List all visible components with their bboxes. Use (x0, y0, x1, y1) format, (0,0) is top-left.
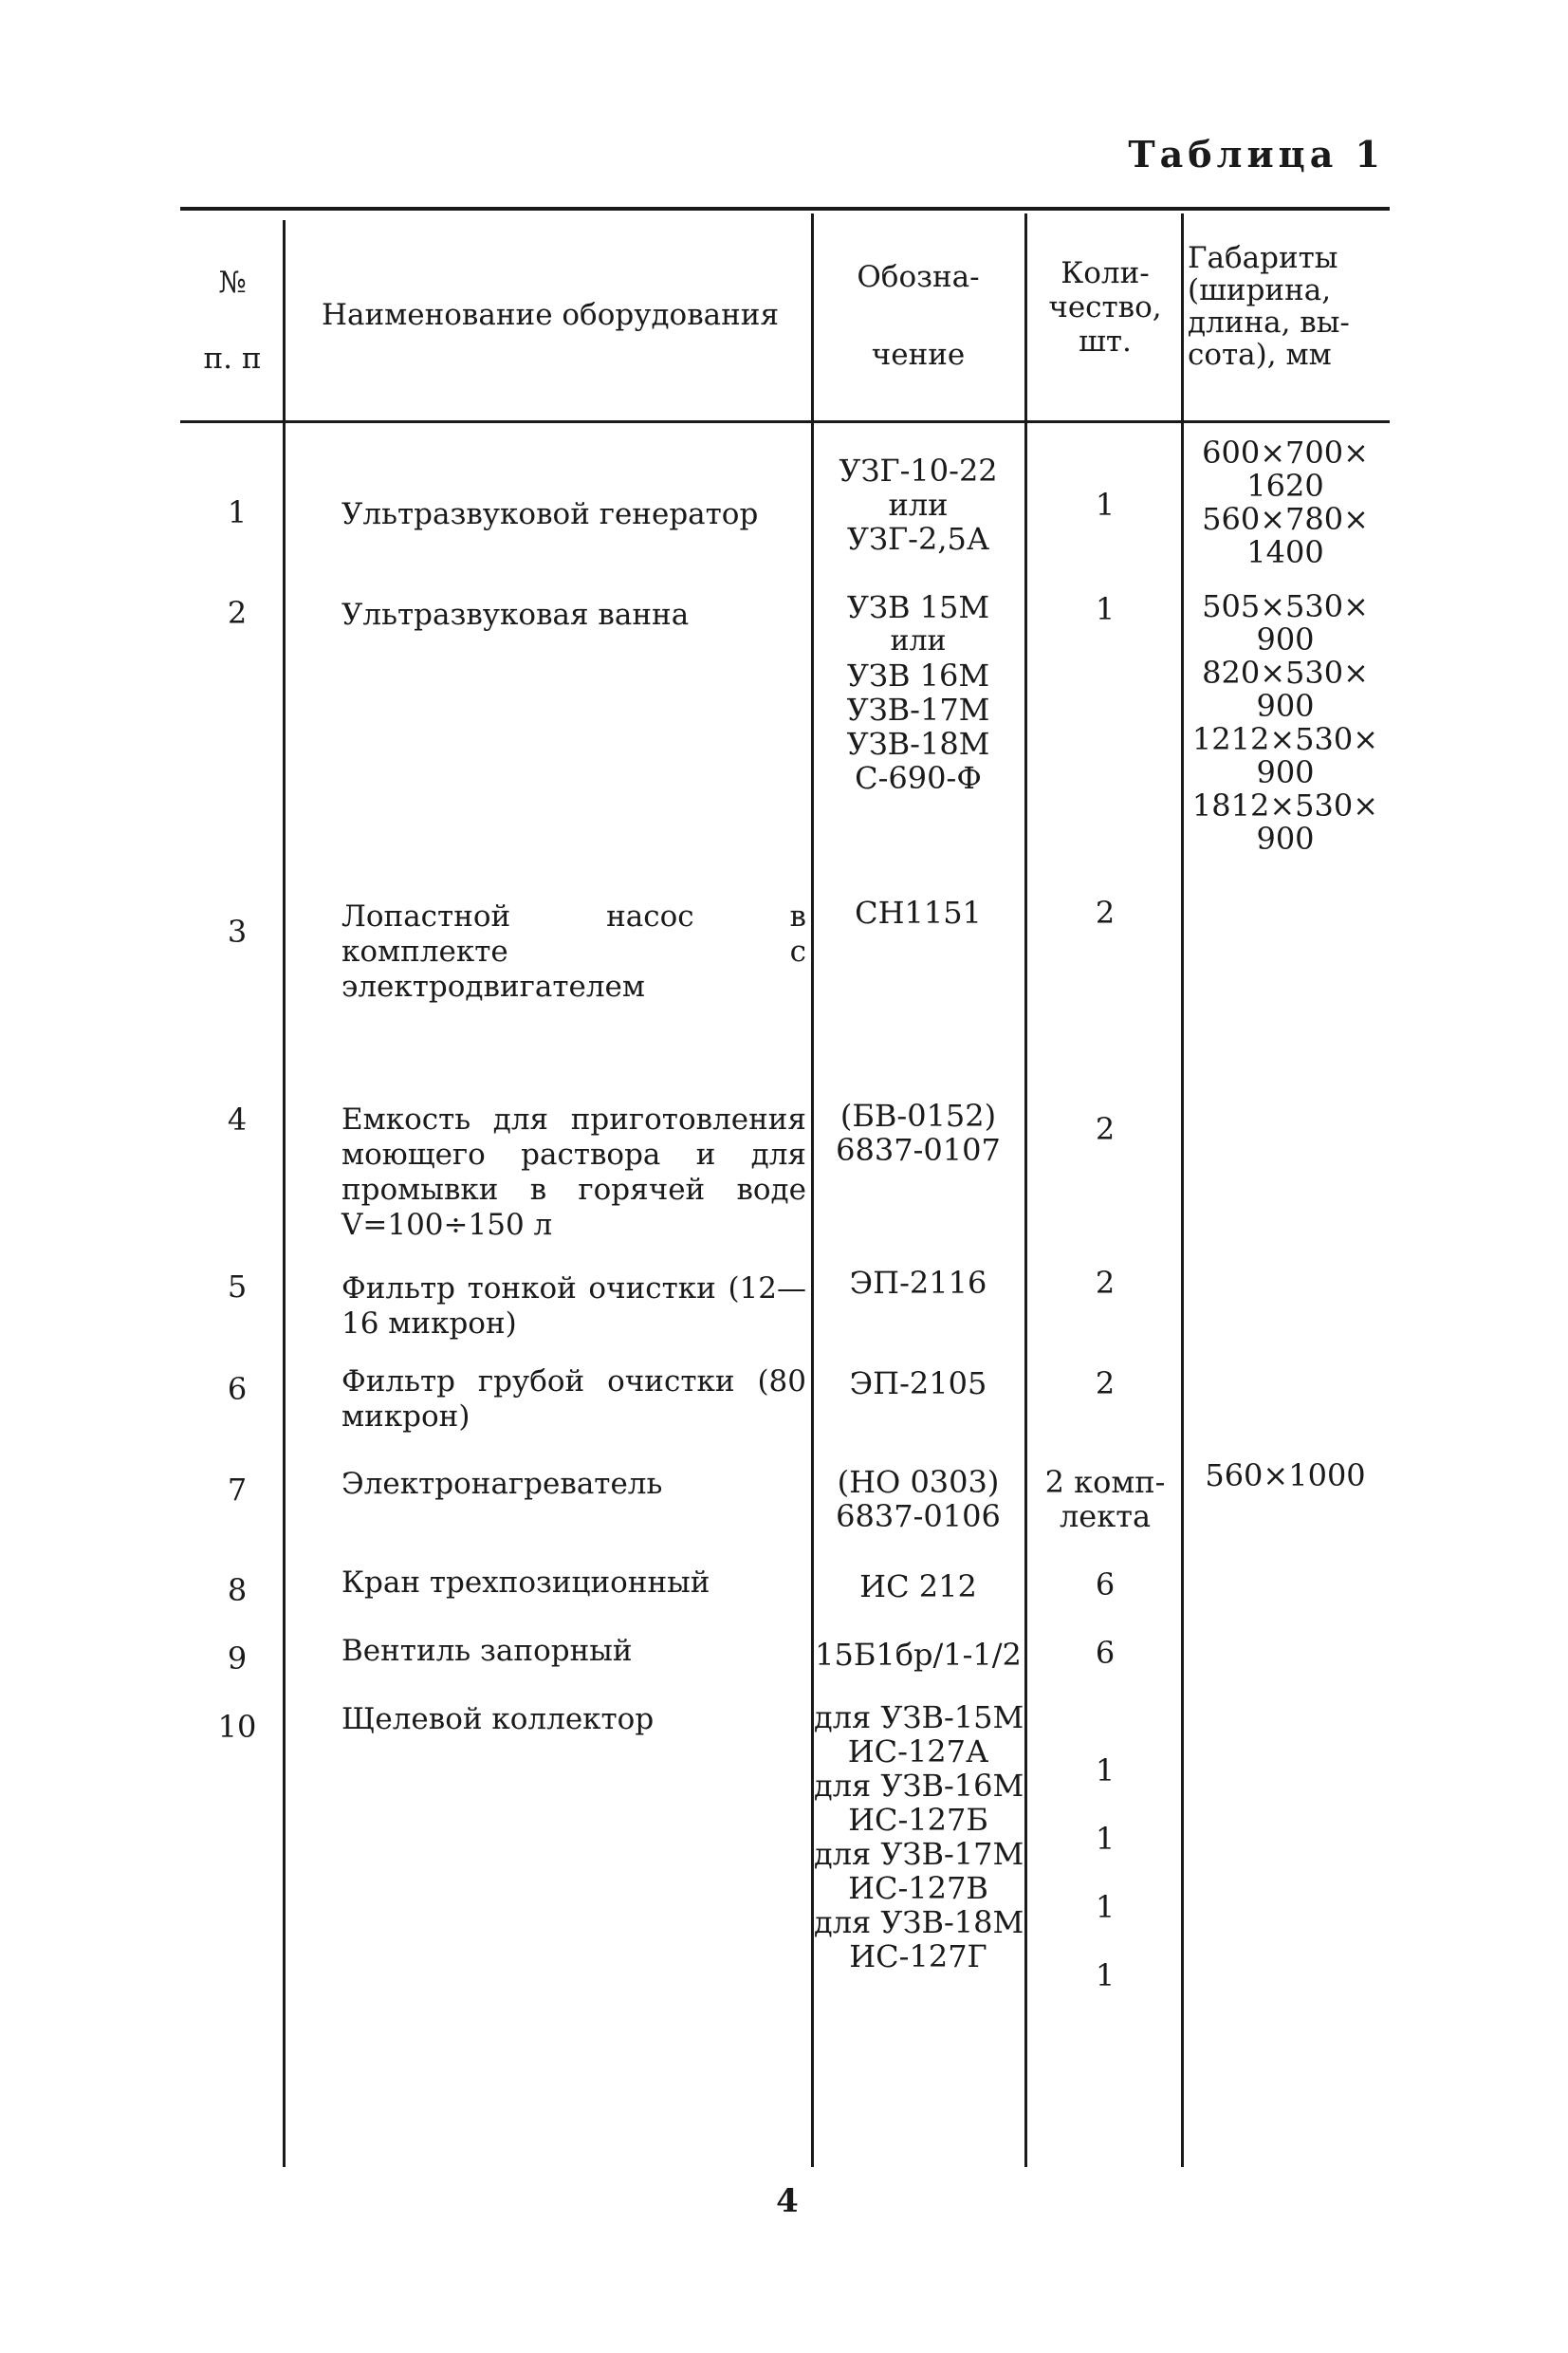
equipment-code: ИС 212 (859, 1568, 977, 1604)
row-number: 6 (227, 1371, 248, 1407)
row-number: 4 (227, 1102, 248, 1138)
equipment-quantity: 2 комп- лекта (1044, 1464, 1166, 1534)
equipment-name: Емкость для приготовления моющего раствора и для промывки в горячей воде V=100÷150 л (341, 1102, 806, 1242)
page-number: 4 (776, 2182, 799, 2220)
equipment-quantity: 2 (1095, 1111, 1116, 1147)
column-divider (1181, 213, 1184, 2167)
equipment-code: (НО 0303) 6837-0106 (836, 1464, 1001, 1534)
equipment-code: для УЗВ-15М ИС-127А для УЗВ-16М ИС-127Б для УЗВ-17М ИС-127В для УЗВ-18М ИС-127Г (814, 1699, 1024, 1974)
equipment-code: ЭП-2116 (849, 1265, 987, 1301)
equipment-code: УЗГ-10-22 или УЗГ-2,5А (839, 453, 998, 557)
equipment-quantity: 6 (1095, 1566, 1116, 1603)
header-code: Обозна- чение (857, 260, 980, 372)
equipment-name: Ультразвуковая ванна (341, 598, 690, 632)
header-dimensions: Габариты (ширина, длина, вы- сота), мм (1188, 241, 1350, 372)
equipment-name: Ультразвуковой генератор (341, 497, 759, 531)
table-caption: Таблица 1 (1128, 133, 1385, 176)
row-number: 7 (227, 1472, 248, 1508)
row-number: 2 (227, 595, 248, 631)
table-top-rule (180, 207, 1390, 211)
equipment-name: Фильтр грубой очистки (80 микрон) (341, 1364, 806, 1434)
equipment-name: Щелевой коллектор (341, 1702, 655, 1736)
row-number: 8 (227, 1572, 248, 1608)
row-number: 5 (227, 1269, 248, 1305)
equipment-quantity: 1 (1095, 487, 1116, 523)
equipment-dimensions: 505×530× 900 820×530× 900 1212×530× 900 1812×530× 900 (1191, 588, 1379, 857)
header-number: № п. п (203, 266, 262, 376)
header-bottom-rule (180, 420, 1390, 423)
equipment-quantity: 1 1 1 1 (1095, 1752, 1116, 1993)
equipment-dimensions: 600×700× 1620 560×780× 1400 (1202, 435, 1369, 570)
equipment-code: ЭП-2105 (849, 1365, 987, 1401)
equipment-name: Вентиль запорный (341, 1634, 633, 1668)
equipment-quantity: 2 (1095, 895, 1116, 931)
equipment-quantity: 6 (1095, 1635, 1116, 1671)
row-number: 3 (227, 914, 248, 950)
equipment-code: СН1151 (855, 895, 982, 931)
equipment-code: (БВ-0152) 6837-0107 (836, 1098, 1001, 1168)
header-name: Наименование оборудования (321, 298, 780, 332)
column-divider (1024, 213, 1027, 2167)
equipment-code: 15Б1бр/1-1/2 (815, 1637, 1022, 1673)
row-number: 1 (227, 494, 248, 530)
equipment-name: Кран трехпозиционный (341, 1566, 710, 1600)
equipment-quantity: 1 (1095, 591, 1116, 627)
equipment-code: УЗВ 15М или УЗВ 16М УЗВ-17М УЗВ-18М С-690-Ф (846, 589, 990, 796)
equipment-name: Фильтр тонкой очистки (12—16 микрон) (341, 1271, 806, 1341)
row-number: 9 (227, 1640, 248, 1677)
equipment-quantity: 2 (1095, 1265, 1116, 1301)
header-quantity: Коли- чество, шт. (1048, 256, 1162, 359)
equipment-dimensions: 560×1000 (1205, 1457, 1366, 1493)
equipment-name: Электронагреватель (341, 1467, 663, 1501)
equipment-quantity: 2 (1095, 1365, 1116, 1401)
equipment-name: Лопастной насос в комплекте с электродвигателем (341, 899, 806, 1004)
row-number: 10 (217, 1709, 257, 1745)
